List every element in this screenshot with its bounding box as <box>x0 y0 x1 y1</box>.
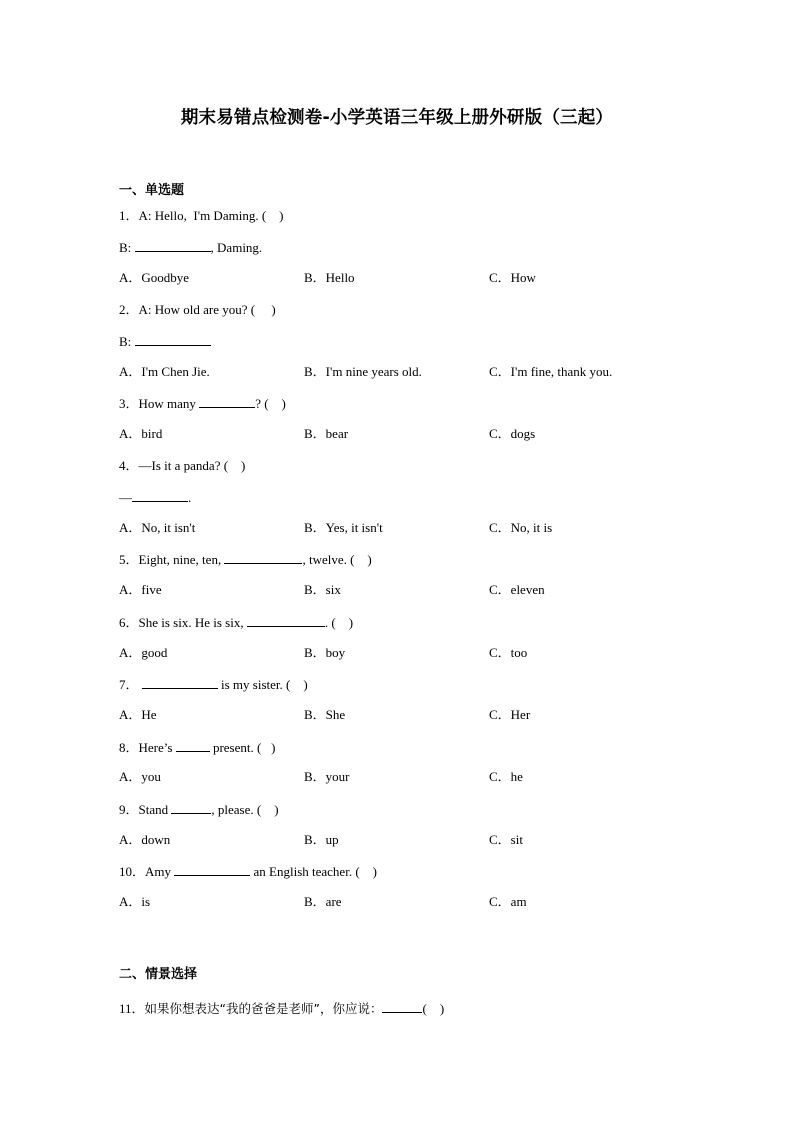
answer-blank[interactable] <box>224 551 302 564</box>
question-2-reply: B: <box>119 333 211 350</box>
option-c[interactable]: C．too <box>489 645 528 660</box>
answer-blank[interactable] <box>382 1000 422 1013</box>
question-6: 6．She is six. He is six, . ( ) <box>119 615 354 630</box>
option-c[interactable]: C．Her <box>489 707 531 722</box>
option-b[interactable]: B．six <box>304 582 341 597</box>
option-a[interactable]: A．I'm Chen Jie. <box>119 364 210 379</box>
answer-blank[interactable] <box>176 739 210 752</box>
question-3: 3．How many ? ( ) <box>119 396 286 411</box>
question-7: 7． is my sister. ( ) <box>119 677 308 692</box>
option-c[interactable]: C．eleven <box>489 582 545 597</box>
option-b[interactable]: B．boy <box>304 645 346 660</box>
option-a[interactable]: A．five <box>119 582 162 597</box>
option-c[interactable]: C．am <box>489 894 527 909</box>
option-c[interactable]: C．How <box>489 270 536 285</box>
answer-blank[interactable] <box>135 333 211 346</box>
option-a[interactable]: A．good <box>119 645 168 660</box>
option-b[interactable]: B．She <box>304 707 346 722</box>
question-5: 5．Eight, nine, ten, , twelve. ( ) <box>119 552 372 567</box>
page-title: 期末易错点检测卷-小学英语三年级上册外研版（三起） <box>180 108 614 128</box>
question-8: 8．Here’s present. ( ) <box>119 740 276 755</box>
section-heading-situational-choice: 二、情景选择 <box>119 967 198 982</box>
option-c[interactable]: C．sit <box>489 832 523 847</box>
answer-blank[interactable] <box>171 801 211 814</box>
option-c[interactable]: C．dogs <box>489 426 536 441</box>
option-c[interactable]: C．I'm fine, thank you. <box>489 364 613 379</box>
question-1: 1．A: Hello, I'm Daming. ( ) <box>119 208 284 223</box>
option-b[interactable]: B．up <box>304 832 339 847</box>
option-a[interactable]: A．down <box>119 832 171 847</box>
answer-blank[interactable] <box>174 863 250 876</box>
answer-blank[interactable] <box>132 489 188 502</box>
question-11: 11．如果你想表达“我的爸爸是老师”，你应说： ( ) <box>119 1001 445 1016</box>
question-4: 4．—Is it a panda? ( ) <box>119 458 246 473</box>
option-a[interactable]: A．you <box>119 769 161 784</box>
question-4-reply: — . <box>119 490 192 505</box>
question-1-reply: B: , Daming. <box>119 240 263 255</box>
answer-blank[interactable] <box>142 676 218 689</box>
answer-blank[interactable] <box>247 614 325 627</box>
question-9: 9．Stand , please. ( ) <box>119 802 279 817</box>
option-b[interactable]: B．Hello <box>304 270 355 285</box>
answer-blank[interactable] <box>199 395 255 408</box>
option-c[interactable]: C．he <box>489 769 523 784</box>
answer-blank[interactable] <box>135 239 211 252</box>
option-a[interactable]: A．bird <box>119 426 163 441</box>
option-a[interactable]: A．He <box>119 707 157 722</box>
question-2: 2．A: How old are you? ( ) <box>119 302 276 317</box>
option-b[interactable]: B．your <box>304 769 350 784</box>
question-10: 10．Amy an English teacher. ( ) <box>119 864 377 879</box>
option-b[interactable]: B．bear <box>304 426 349 441</box>
option-b[interactable]: B．Yes, it isn't <box>304 520 383 535</box>
option-b[interactable]: B．I'm nine years old. <box>304 364 422 379</box>
option-a[interactable]: A．Goodbye <box>119 270 190 285</box>
option-b[interactable]: B．are <box>304 894 342 909</box>
section-heading-single-choice: 一、单选题 <box>119 183 185 198</box>
option-a[interactable]: A．No, it isn't <box>119 520 196 535</box>
option-c[interactable]: C．No, it is <box>489 520 553 535</box>
option-a[interactable]: A．is <box>119 894 151 909</box>
